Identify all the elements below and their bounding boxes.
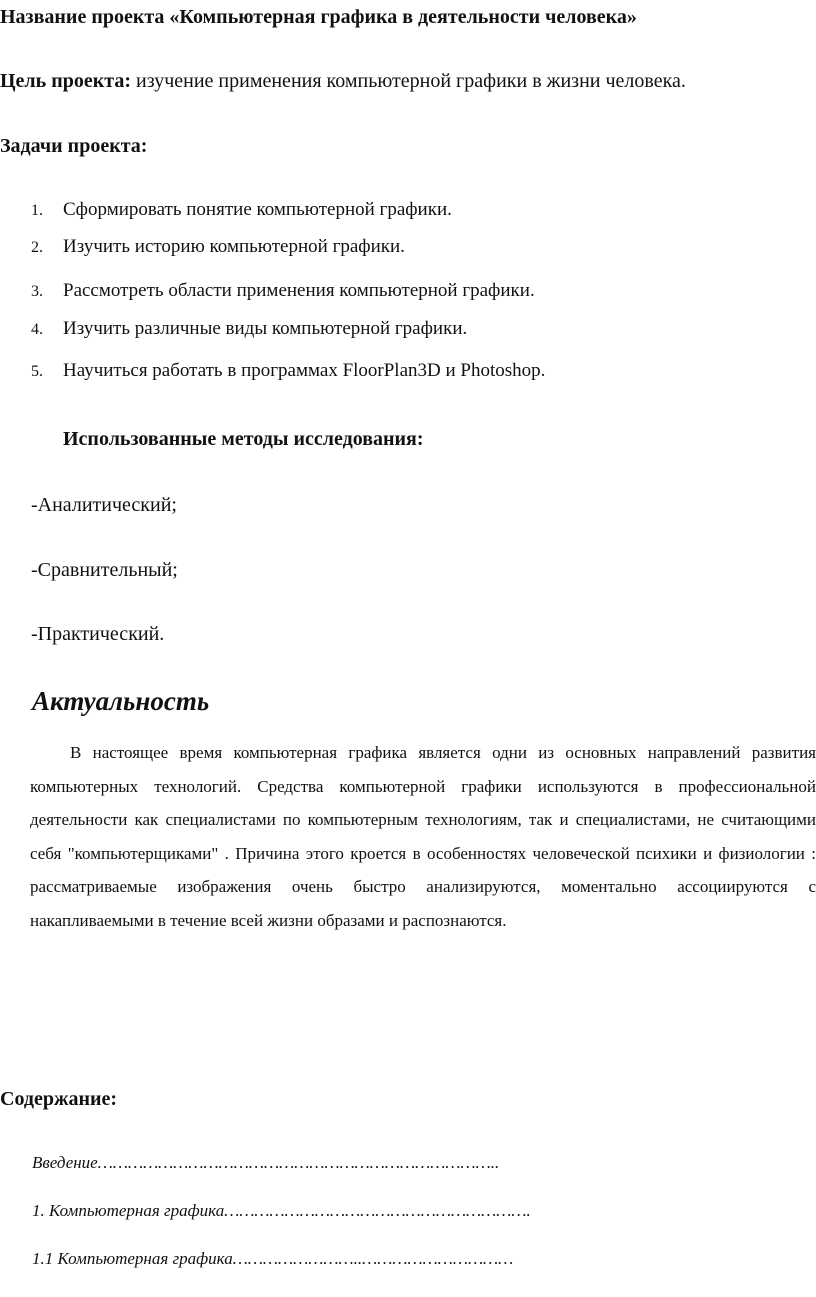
tasks-heading: Задачи проекта: [0, 135, 148, 157]
goal-text: изучение применения компьютерной графики в жизни человека. [131, 70, 686, 92]
list-item-number: 5. [31, 363, 43, 380]
list-item-text: Рассмотреть области применения компьютерной графики. [63, 280, 535, 301]
list-item-number: 3. [31, 283, 43, 300]
method-item: -Сравнительный; [31, 559, 178, 581]
list-item-text: Научиться работать в программах FloorPlan3D и Photoshop. [63, 360, 546, 381]
list-item [31, 236, 751, 266]
relevance-paragraph: В настоящее время компьютерная графика является одни из основных направлений развития компьютерных технологий. Средства компьютерной графики используются в профессиональной деятельности как специалистами по компьютерным технологиям, так и специалистами, не считающими себя "компьютерщиками" . Причина этого кроется в особенностях человеческой психики и физиологии : рассматриваемые изображения очень быстро анализируются, моментально ассоциируются с накапливаемыми в течение всей жизни образами и распознаются. [30, 743, 816, 930]
list-item [31, 318, 751, 348]
toc-item[interactable]: 1.1 Компьютерная графика……………………..………………………… [32, 1249, 514, 1268]
list-item-text: Изучить историю компьютерной графики. [63, 236, 405, 257]
method-item: -Аналитический; [31, 494, 177, 516]
methods-heading: Использованные методы исследования: [63, 428, 424, 450]
list-item-text: Изучить различные виды компьютерной графики. [63, 318, 468, 339]
project-goal [0, 70, 686, 93]
list-item-number: 4. [31, 321, 43, 338]
list-item [31, 360, 751, 390]
list-item-number: 2. [31, 239, 43, 256]
list-item [31, 199, 751, 229]
goal-label: Цель проекта: [0, 70, 132, 92]
project-title: Название проекта «Компьютерная графика в деятельности человека» [0, 6, 637, 28]
relevance-heading: Актуальность [32, 686, 210, 716]
list-item [31, 280, 751, 310]
list-item-number: 1. [31, 202, 43, 219]
toc-item[interactable]: 1. Компьютерная графика……………………………………………………. [32, 1201, 531, 1220]
list-item-text: Сформировать понятие компьютерной графики. [63, 199, 452, 220]
method-item: -Практический. [31, 623, 165, 645]
toc-item[interactable]: Введение…………………………………………………………………….. [32, 1153, 500, 1172]
contents-heading: Содержание: [0, 1088, 118, 1110]
